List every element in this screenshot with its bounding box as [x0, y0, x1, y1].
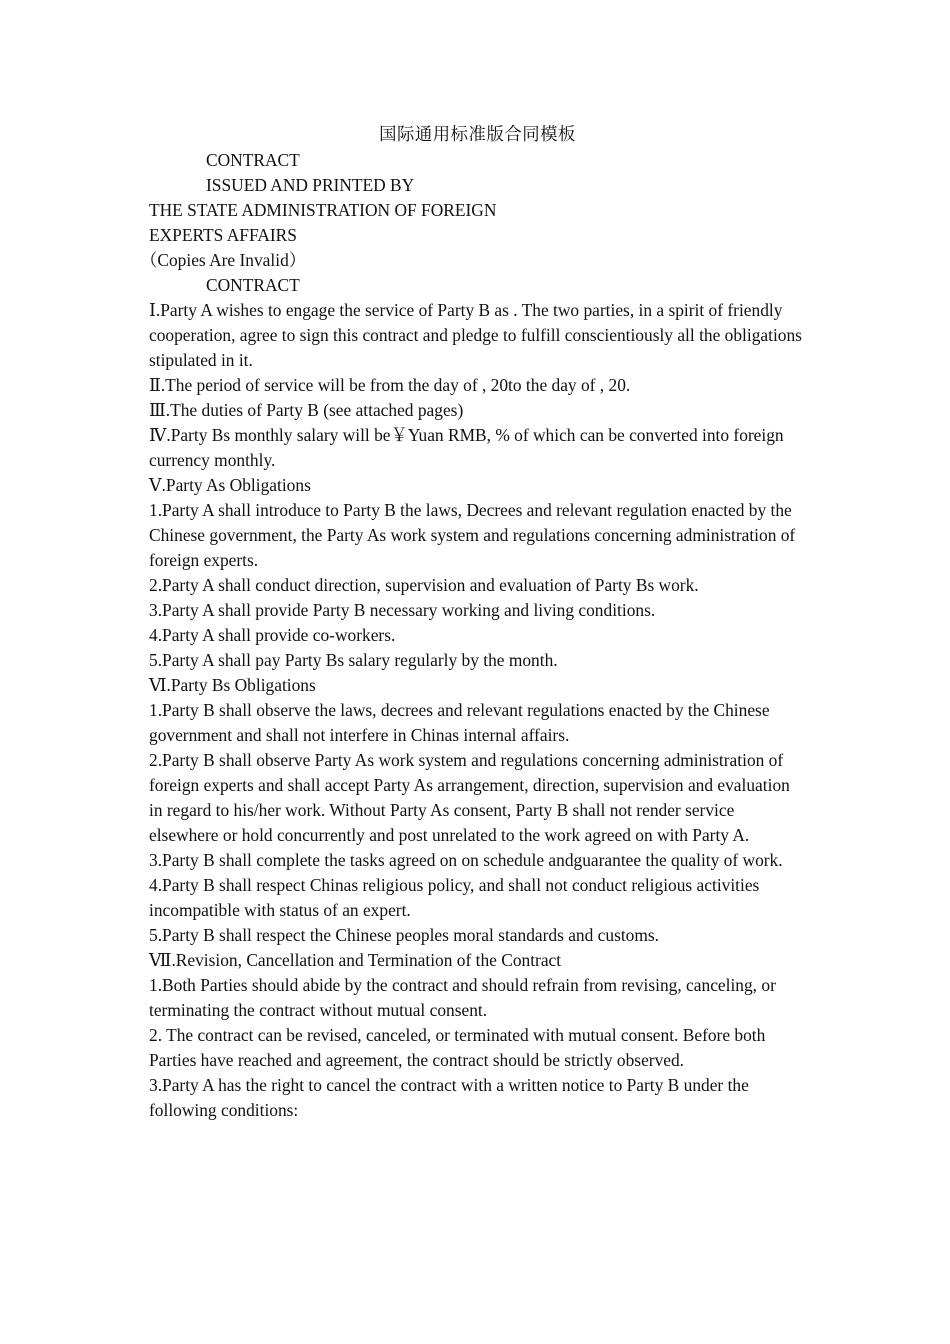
clause-6-item-2: 2.Party B shall observe Party As work system and regulations concerning administration of foreign experts and shall accept Party As arrangement, direction, supervision and evaluation in regard to his/her work. Without Party As consent, Party B shall not render service elsewhere or hold concurrently and post unrelated to the work agreed on with Party A. — [149, 750, 790, 845]
clause-4-salary: Ⅳ.Party Bs monthly salary will be￥Yuan RMB, % of which can be converted into foreign currency monthly. — [149, 425, 784, 470]
clause-7-item-1: 1.Both Parties should abide by the contract and should refrain from revising, canceling, or terminating the contract without mutual consent. — [149, 975, 776, 1020]
heading-administration: THE STATE ADMINISTRATION OF FOREIGN — [149, 200, 497, 220]
clause-6-heading: Ⅵ.Party Bs Obligations — [149, 675, 316, 695]
clause-7-heading: Ⅶ.Revision, Cancellation and Termination of the Contract — [149, 950, 562, 970]
clause-1-engagement: Ⅰ.Party A wishes to engage the service of Party B as . The two parties, in a spirit of friendly cooperation, agree to sign this contract and pledge to fulfill conscientiously all the obligations stipulated in it. — [149, 300, 802, 370]
heading-issued-by: ISSUED AND PRINTED BY — [206, 175, 415, 195]
document-title: 国际通用标准版合同模板 — [379, 125, 576, 145]
clause-6-item-3: 3.Party B shall complete the tasks agreed on on schedule andguarantee the quality of work. — [149, 850, 783, 870]
clause-3-duties: Ⅲ.The duties of Party B (see attached pages) — [149, 400, 464, 420]
clause-5-heading: Ⅴ.Party As Obligations — [149, 475, 311, 495]
document-body — [140, 123, 804, 1123]
clause-7-item-2: 2. The contract can be revised, canceled, or terminated with mutual consent. Before both Parties have reached and agreement, the contract should be strictly observed. — [149, 1025, 766, 1070]
clause-5-item-5: 5.Party A shall pay Party Bs salary regularly by the month. — [149, 650, 558, 670]
heading-contract-second: CONTRACT — [206, 275, 300, 295]
clause-5-item-2: 2.Party A shall conduct direction, supervision and evaluation of Party Bs work. — [149, 575, 699, 595]
heading-contract: CONTRACT — [206, 150, 300, 170]
clause-6-item-5: 5.Party B shall respect the Chinese peoples moral standards and customs. — [149, 925, 660, 945]
clause-7-item-3: 3.Party A has the right to cancel the contract with a written notice to Party B under the following conditions: — [149, 1075, 749, 1120]
clause-6-item-4: 4.Party B shall respect Chinas religious policy, and shall not conduct religious activities incompatible with status of an expert. — [149, 875, 760, 920]
clause-6-item-1: 1.Party B shall observe the laws, decrees and relevant regulations enacted by the Chinese government and shall not interfere in Chinas internal affairs. — [149, 700, 770, 745]
clause-5-item-1: 1.Party A shall introduce to Party B the laws, Decrees and relevant regulation enacted by the Chinese government, the Party As work system and regulations concerning administration of foreign experts. — [149, 500, 796, 570]
clause-5-item-4: 4.Party A shall provide co-workers. — [149, 625, 396, 645]
heading-experts-affairs: EXPERTS AFFAIRS — [149, 225, 297, 245]
copies-invalid-note: （Copies Are Invalid） — [140, 250, 307, 270]
clause-5-item-3: 3.Party A shall provide Party B necessary working and living conditions. — [149, 600, 656, 620]
clause-2-period: Ⅱ.The period of service will be from the day of , 20to the day of , 20. — [149, 375, 631, 395]
